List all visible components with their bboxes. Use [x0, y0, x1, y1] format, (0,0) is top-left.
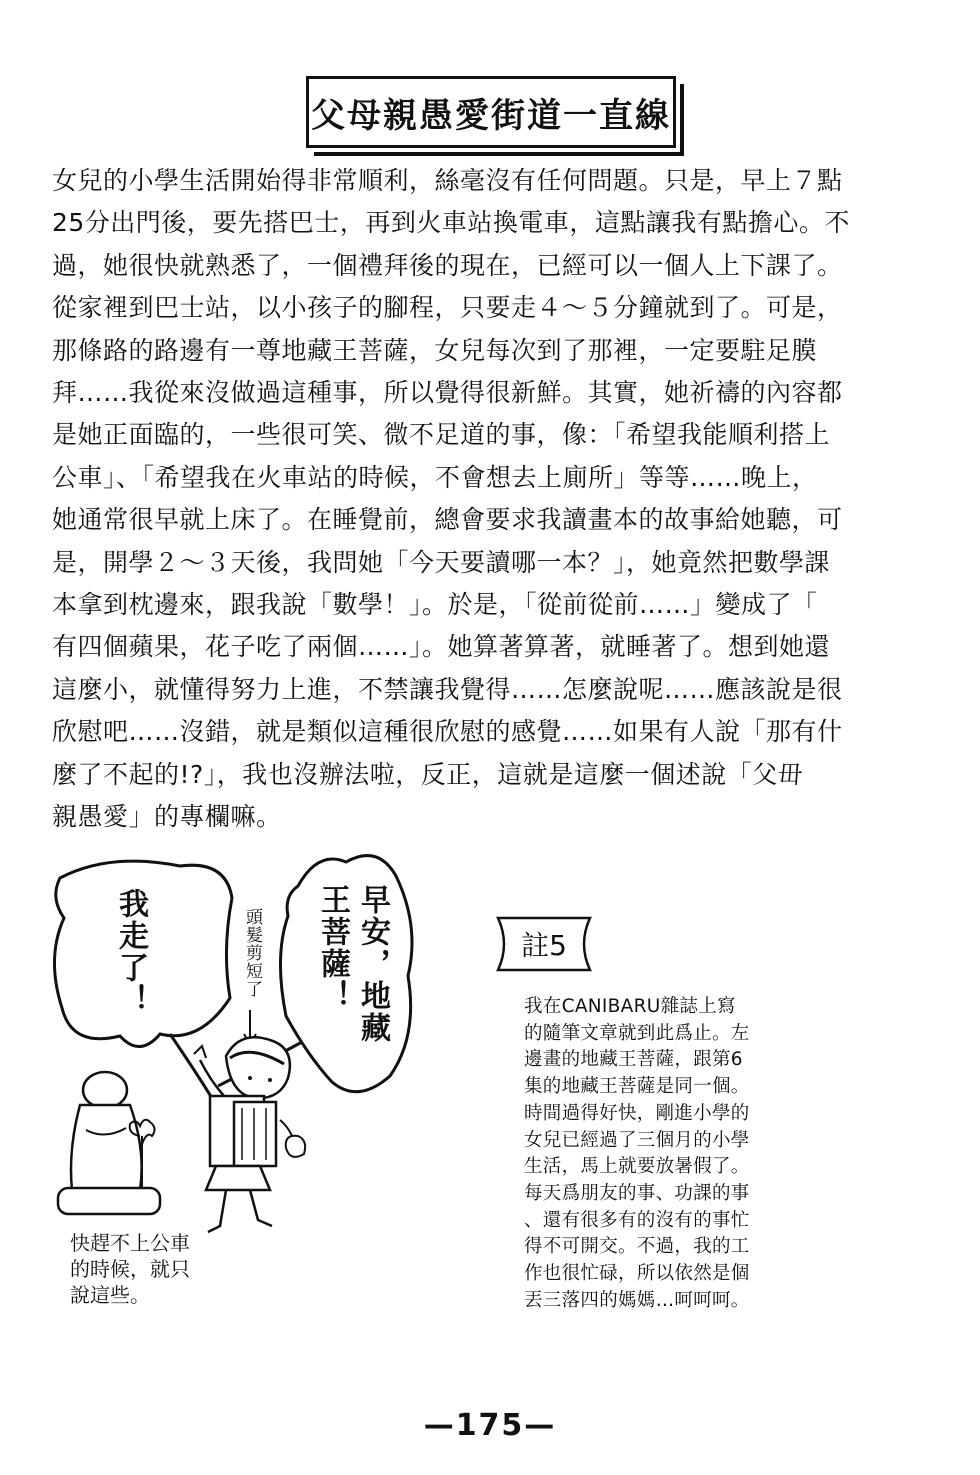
body-line: 本拿到枕邊來，跟我說「數學！」。於是，「從前從前……」變成了「: [52, 590, 818, 620]
illustration-caption: [70, 1230, 240, 1308]
body-line: 是她正面臨的，一些很可笑、微不足道的事，像：「希望我能順利搭上: [52, 420, 831, 450]
note-line: 的隨筆文章就到此爲止。左: [524, 1022, 750, 1044]
note-line: 生活，馬上就要放暑假了。: [524, 1156, 750, 1178]
body-line: 這麼小，就懂得努力上進，不禁讓我覺得……怎麼說呢……應該說是很: [52, 674, 843, 704]
caption-line: 說這些。: [70, 1283, 150, 1307]
article-body: [52, 160, 930, 839]
note-line: 得不可開交。不過，我的工: [524, 1236, 750, 1258]
jizo-statue-illustration: [50, 1070, 170, 1220]
body-line: 欣慰吧……沒錯，就是類似這種很欣慰的感覺……如果有人說「那有什: [52, 717, 843, 747]
note-line: 女兒已經過了三個月的小學: [524, 1129, 750, 1151]
body-line: 25分出門後，要先搭巴士，再到火車站換電車，這點讓我有點擔心。不: [52, 208, 850, 238]
body-line: 那條路的路邊有一尊地藏王菩薩，女兒每次到了那裡，一定要駐足膜: [52, 335, 818, 365]
note-line: 作也很忙碌，所以依然是個: [524, 1263, 750, 1285]
body-line: 麼了不起的!?」，我也沒辦法啦，反正，這就是這麼一個述說「父毌: [52, 759, 804, 789]
note-label: [488, 914, 600, 974]
hair-note: 頭髮剪短了: [242, 908, 262, 998]
note-line: 我在CANIBARU雜誌上寫: [524, 996, 736, 1017]
note-line: 丟三落四的媽媽…呵呵呵。: [524, 1289, 750, 1311]
body-line: 有四個蘋果，花子吃了兩個……」。她算著算著，就睡著了。想到她還: [52, 632, 831, 662]
note-line: 邊畫的地藏王菩薩，跟第6: [524, 1049, 743, 1071]
body-line: 拜……我從來沒做過這種事，所以覺得很新鮮。其實，她祈禱的內容都: [52, 378, 843, 408]
page-number: —175—: [423, 1408, 557, 1443]
right-bubble-text: 早安，地藏王菩薩！: [315, 884, 390, 1044]
body-line: 是，開學２～３天後，我問她「今天要讀哪一本？」，她竟然把數學課: [52, 547, 831, 577]
body-line: 從家裡到巴士站，以小孩子的腳程，只要走４～５分鐘就到了。可是，: [52, 293, 843, 323]
caption-line: 快趕不上公車: [70, 1231, 190, 1255]
girl-running-illustration: [180, 1030, 320, 1240]
note-line: 、還有很多有的沒有的事忙: [524, 1209, 750, 1231]
note-line: 每天爲朋友的事、功課的事: [524, 1182, 750, 1204]
body-line: 女兒的小學生活開始得非常順利，絲毫沒有任何問題。只是，早上７點: [52, 166, 843, 195]
note-line: 時間過得好快，剛進小學的: [524, 1102, 750, 1124]
caption-line: 的時候，就只: [70, 1257, 190, 1281]
body-line: 過，她很快就熟悉了，一個禮拜後的現在，已經可以一個人上下課了。: [52, 250, 843, 280]
article-title: 父母親愚愛街道一直線: [306, 76, 676, 148]
note-line: 集的地藏王菩薩是同一個。: [524, 1076, 750, 1098]
note-text: [524, 994, 809, 1314]
body-line: 她通常很早就上床了。在睡覺前，總會要求我讀畫本的故事給她聽，可: [52, 505, 843, 535]
body-line: 親愚愛」的專欄嘛。: [52, 802, 282, 832]
note-label-text: 註5: [521, 929, 567, 962]
body-line: 公車」、「希望我在火車站的時候，不會想去上廁所」等等……晚上，: [52, 462, 818, 492]
left-bubble-text: 我走了！: [113, 888, 148, 1016]
